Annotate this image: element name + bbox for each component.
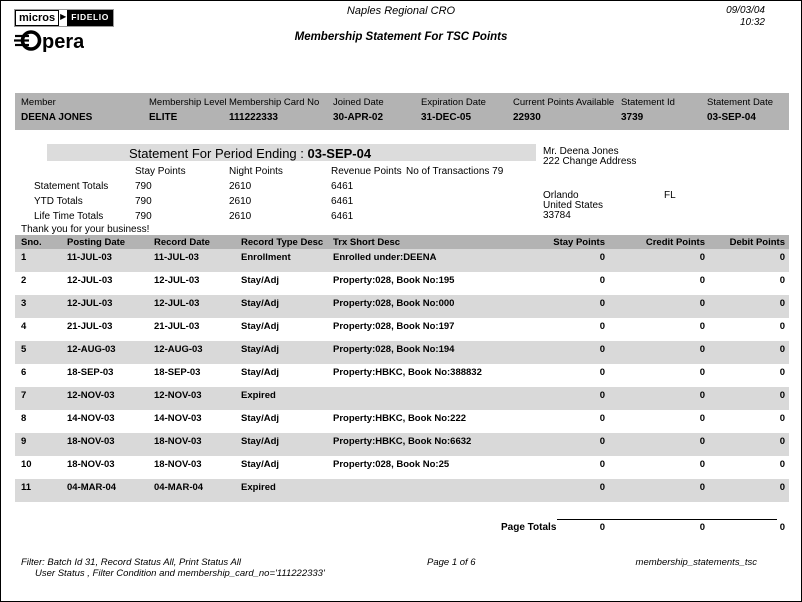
cell-posting-date: 14-NOV-03 [67, 413, 115, 424]
field-value: 31-DEC-05 [421, 112, 472, 123]
transactions-count: No of Transactions 79 [406, 166, 504, 177]
totals-row-label: Life Time Totals [34, 211, 104, 222]
cell-trx-desc: Property:HBKC, Book No:222 [333, 413, 467, 424]
cell-record-date: 11-JUL-03 [154, 252, 199, 263]
cell-stay-points: 0 [599, 298, 605, 309]
cell-record-date: 04-MAR-04 [154, 482, 204, 493]
totals-value: 2610 [229, 196, 252, 207]
page-total-stay: 0 [599, 522, 605, 533]
table-row [15, 318, 789, 341]
report-subtitle: Membership Statement For TSC Points [294, 31, 508, 43]
footer-page-info: Page 1 of 6 [427, 557, 476, 568]
cell-debit-points: 0 [779, 482, 785, 493]
header-posting-date: Posting Date [67, 237, 126, 248]
cell-record-date: 18-NOV-03 [154, 436, 202, 447]
totals-col-revenue: Revenue Points [331, 166, 402, 177]
cell-record-type: Stay/Adj [241, 298, 280, 309]
cell-record-date: 12-JUL-03 [154, 275, 200, 286]
cell-stay-points: 0 [599, 321, 605, 332]
footer-filter-line1: Filter: Batch Id 31, Record Status All, Print Status All [21, 557, 241, 568]
cell-posting-date: 12-AUG-03 [67, 344, 116, 355]
totals-value: 790 [135, 196, 152, 207]
totals-value: 790 [135, 181, 152, 192]
cell-sno: 11 [21, 482, 32, 493]
cell-trx-desc: Property:028, Book No:197 [333, 321, 455, 332]
cell-record-type: Stay/Adj [241, 321, 280, 332]
cell-debit-points: 0 [779, 344, 785, 355]
cell-trx-desc: Property:028, Book No:195 [333, 275, 455, 286]
arrow-right-icon: ▶ [59, 10, 67, 26]
field-value: 22930 [513, 112, 541, 123]
cell-stay-points: 0 [599, 252, 605, 263]
cell-credit-points: 0 [699, 344, 705, 355]
recipient-address: 222 Change Address [543, 156, 637, 167]
cell-posting-date: 18-SEP-03 [67, 367, 114, 378]
footer-filter-line2: User Status , Filter Condition and membership_card_no='111222333' [35, 568, 325, 579]
table-row [15, 387, 789, 410]
cell-record-date: 12-JUL-03 [154, 298, 200, 309]
totals-col-stay: Stay Points [135, 166, 186, 177]
period-value: 03-SEP-04 [307, 146, 372, 161]
cell-sno: 10 [21, 459, 32, 470]
field-label: Expiration Date [421, 97, 486, 108]
cell-sno: 2 [21, 275, 27, 286]
table-row [15, 272, 789, 295]
field-label: Membership Card No [229, 97, 320, 108]
field-label: Current Points Available [513, 97, 615, 108]
cell-stay-points: 0 [599, 459, 605, 470]
cell-posting-date: 18-NOV-03 [67, 459, 115, 470]
page-total-debit: 0 [779, 522, 785, 533]
field-value: 111222333 [229, 112, 278, 123]
cell-debit-points: 0 [779, 298, 785, 309]
header-sno: Sno. [21, 237, 42, 248]
table-row [15, 410, 789, 433]
cell-record-date: 12-AUG-03 [154, 344, 203, 355]
cell-trx-desc: Enrolled under:DEENA [333, 252, 437, 263]
report-date: 09/03/04 [726, 5, 765, 16]
cell-credit-points: 0 [699, 482, 705, 493]
field-value: ELITE [149, 112, 178, 123]
cell-debit-points: 0 [779, 390, 785, 401]
cell-credit-points: 0 [699, 436, 705, 447]
footer-report-name: membership_statements_tsc [635, 557, 757, 568]
cell-credit-points: 0 [699, 367, 705, 378]
member-summary-bar [15, 93, 789, 130]
header-credit-points: Credit Points [645, 237, 705, 248]
cell-record-type: Stay/Adj [241, 275, 280, 286]
cell-sno: 5 [21, 344, 27, 355]
cell-debit-points: 0 [779, 321, 785, 332]
cell-record-type: Stay/Adj [241, 344, 280, 355]
page-totals-rule [557, 519, 777, 520]
cell-posting-date: 11-JUL-03 [67, 252, 112, 263]
table-row [15, 433, 789, 456]
recipient-name: Mr. Deena Jones [543, 146, 619, 157]
table-row [15, 341, 789, 364]
cell-trx-desc: Property:HBKC, Book No:388832 [333, 367, 482, 378]
cell-debit-points: 0 [779, 459, 785, 470]
cell-credit-points: 0 [699, 459, 705, 470]
cell-trx-desc: Property:028, Book No:194 [333, 344, 455, 355]
report-title: Naples Regional CRO [346, 5, 456, 17]
cell-sno: 4 [21, 321, 27, 332]
cell-record-type: Expired [241, 482, 276, 493]
cell-debit-points: 0 [779, 367, 785, 378]
cell-trx-desc: Property:HBKC, Book No:6632 [333, 436, 472, 447]
table-row [15, 456, 789, 479]
totals-row-label: YTD Totals [34, 196, 83, 207]
svg-text:pera: pera [42, 31, 84, 53]
cell-sno: 1 [21, 252, 27, 263]
cell-record-type: Enrollment [241, 252, 291, 263]
cell-trx-desc: Property:028, Book No:25 [333, 459, 450, 470]
micros-logo-text: micros [15, 10, 59, 26]
field-label: Joined Date [333, 97, 384, 108]
header-record-date: Record Date [154, 237, 210, 248]
recipient-country: United States [543, 200, 604, 211]
report-time: 10:32 [739, 17, 765, 28]
cell-stay-points: 0 [599, 344, 605, 355]
cell-credit-points: 0 [699, 390, 705, 401]
cell-posting-date: 12-JUL-03 [67, 298, 113, 309]
totals-value: 6461 [331, 211, 354, 222]
table-row [15, 364, 789, 387]
table-row [15, 295, 789, 318]
totals-value: 790 [135, 211, 152, 222]
cell-debit-points: 0 [779, 252, 785, 263]
header-trx-desc: Trx Short Desc [333, 237, 401, 248]
transactions-rows [15, 249, 789, 502]
cell-record-type: Stay/Adj [241, 436, 280, 447]
recipient-city: Orlando [543, 190, 579, 201]
header-record-type: Record Type Desc [241, 237, 324, 248]
transactions-header [15, 235, 789, 249]
cell-posting-date: 21-JUL-03 [67, 321, 113, 332]
cell-record-type: Stay/Adj [241, 413, 280, 424]
page-totals-row [15, 522, 789, 536]
cell-trx-desc: Property:028, Book No:000 [333, 298, 455, 309]
cell-stay-points: 0 [599, 436, 605, 447]
cell-credit-points: 0 [699, 321, 705, 332]
recipient-zip: 33784 [543, 210, 571, 221]
cell-posting-date: 12-NOV-03 [67, 390, 115, 401]
field-label: Statement Id [621, 97, 675, 108]
cell-posting-date: 12-JUL-03 [67, 275, 113, 286]
field-value: 03-SEP-04 [707, 112, 756, 123]
cell-record-type: Stay/Adj [241, 459, 280, 470]
cell-stay-points: 0 [599, 390, 605, 401]
cell-credit-points: 0 [699, 275, 705, 286]
field-label: Member [21, 97, 56, 108]
cell-stay-points: 0 [599, 413, 605, 424]
thank-you-note: Thank you for your business! [21, 224, 150, 235]
field-value: 30-APR-02 [333, 112, 384, 123]
cell-posting-date: 04-MAR-04 [67, 482, 117, 493]
cell-posting-date: 18-NOV-03 [67, 436, 115, 447]
cell-credit-points: 0 [699, 298, 705, 309]
cell-credit-points: 0 [699, 252, 705, 263]
cell-stay-points: 0 [599, 275, 605, 286]
field-label: Statement Date [707, 97, 774, 108]
cell-record-date: 18-SEP-03 [154, 367, 201, 378]
totals-col-night: Night Points [229, 166, 283, 177]
table-row [15, 479, 789, 502]
cell-debit-points: 0 [779, 436, 785, 447]
page-totals-label: Page Totals [501, 522, 557, 533]
cell-record-date: 14-NOV-03 [154, 413, 202, 424]
cell-debit-points: 0 [779, 413, 785, 424]
cell-stay-points: 0 [599, 367, 605, 378]
cell-sno: 6 [21, 367, 27, 378]
header-stay-points: Stay Points [553, 237, 605, 248]
cell-stay-points: 0 [599, 482, 605, 493]
cell-sno: 9 [21, 436, 27, 447]
fidelio-logo-text: FIDELIO [67, 10, 113, 26]
field-label: Membership Level [149, 97, 227, 108]
cell-sno: 7 [21, 390, 27, 401]
cell-record-date: 18-NOV-03 [154, 459, 202, 470]
cell-credit-points: 0 [699, 413, 705, 424]
totals-value: 2610 [229, 181, 252, 192]
recipient-state: FL [664, 190, 676, 201]
totals-value: 6461 [331, 181, 354, 192]
field-value: DEENA JONES [21, 112, 93, 123]
cell-sno: 8 [21, 413, 27, 424]
table-row [15, 249, 789, 272]
page-total-credit: 0 [699, 522, 705, 533]
header-debit-points: Debit Points [729, 237, 785, 248]
cell-sno: 3 [21, 298, 27, 309]
totals-row-label: Statement Totals [34, 181, 109, 192]
period-heading [129, 146, 371, 161]
field-value: 3739 [621, 112, 644, 123]
totals-value: 6461 [331, 196, 354, 207]
cell-record-date: 21-JUL-03 [154, 321, 200, 332]
cell-record-type: Expired [241, 390, 276, 401]
cell-record-date: 12-NOV-03 [154, 390, 202, 401]
totals-value: 2610 [229, 211, 252, 222]
period-label: Statement For Period Ending : [129, 146, 308, 161]
cell-debit-points: 0 [779, 275, 785, 286]
cell-record-type: Stay/Adj [241, 367, 280, 378]
